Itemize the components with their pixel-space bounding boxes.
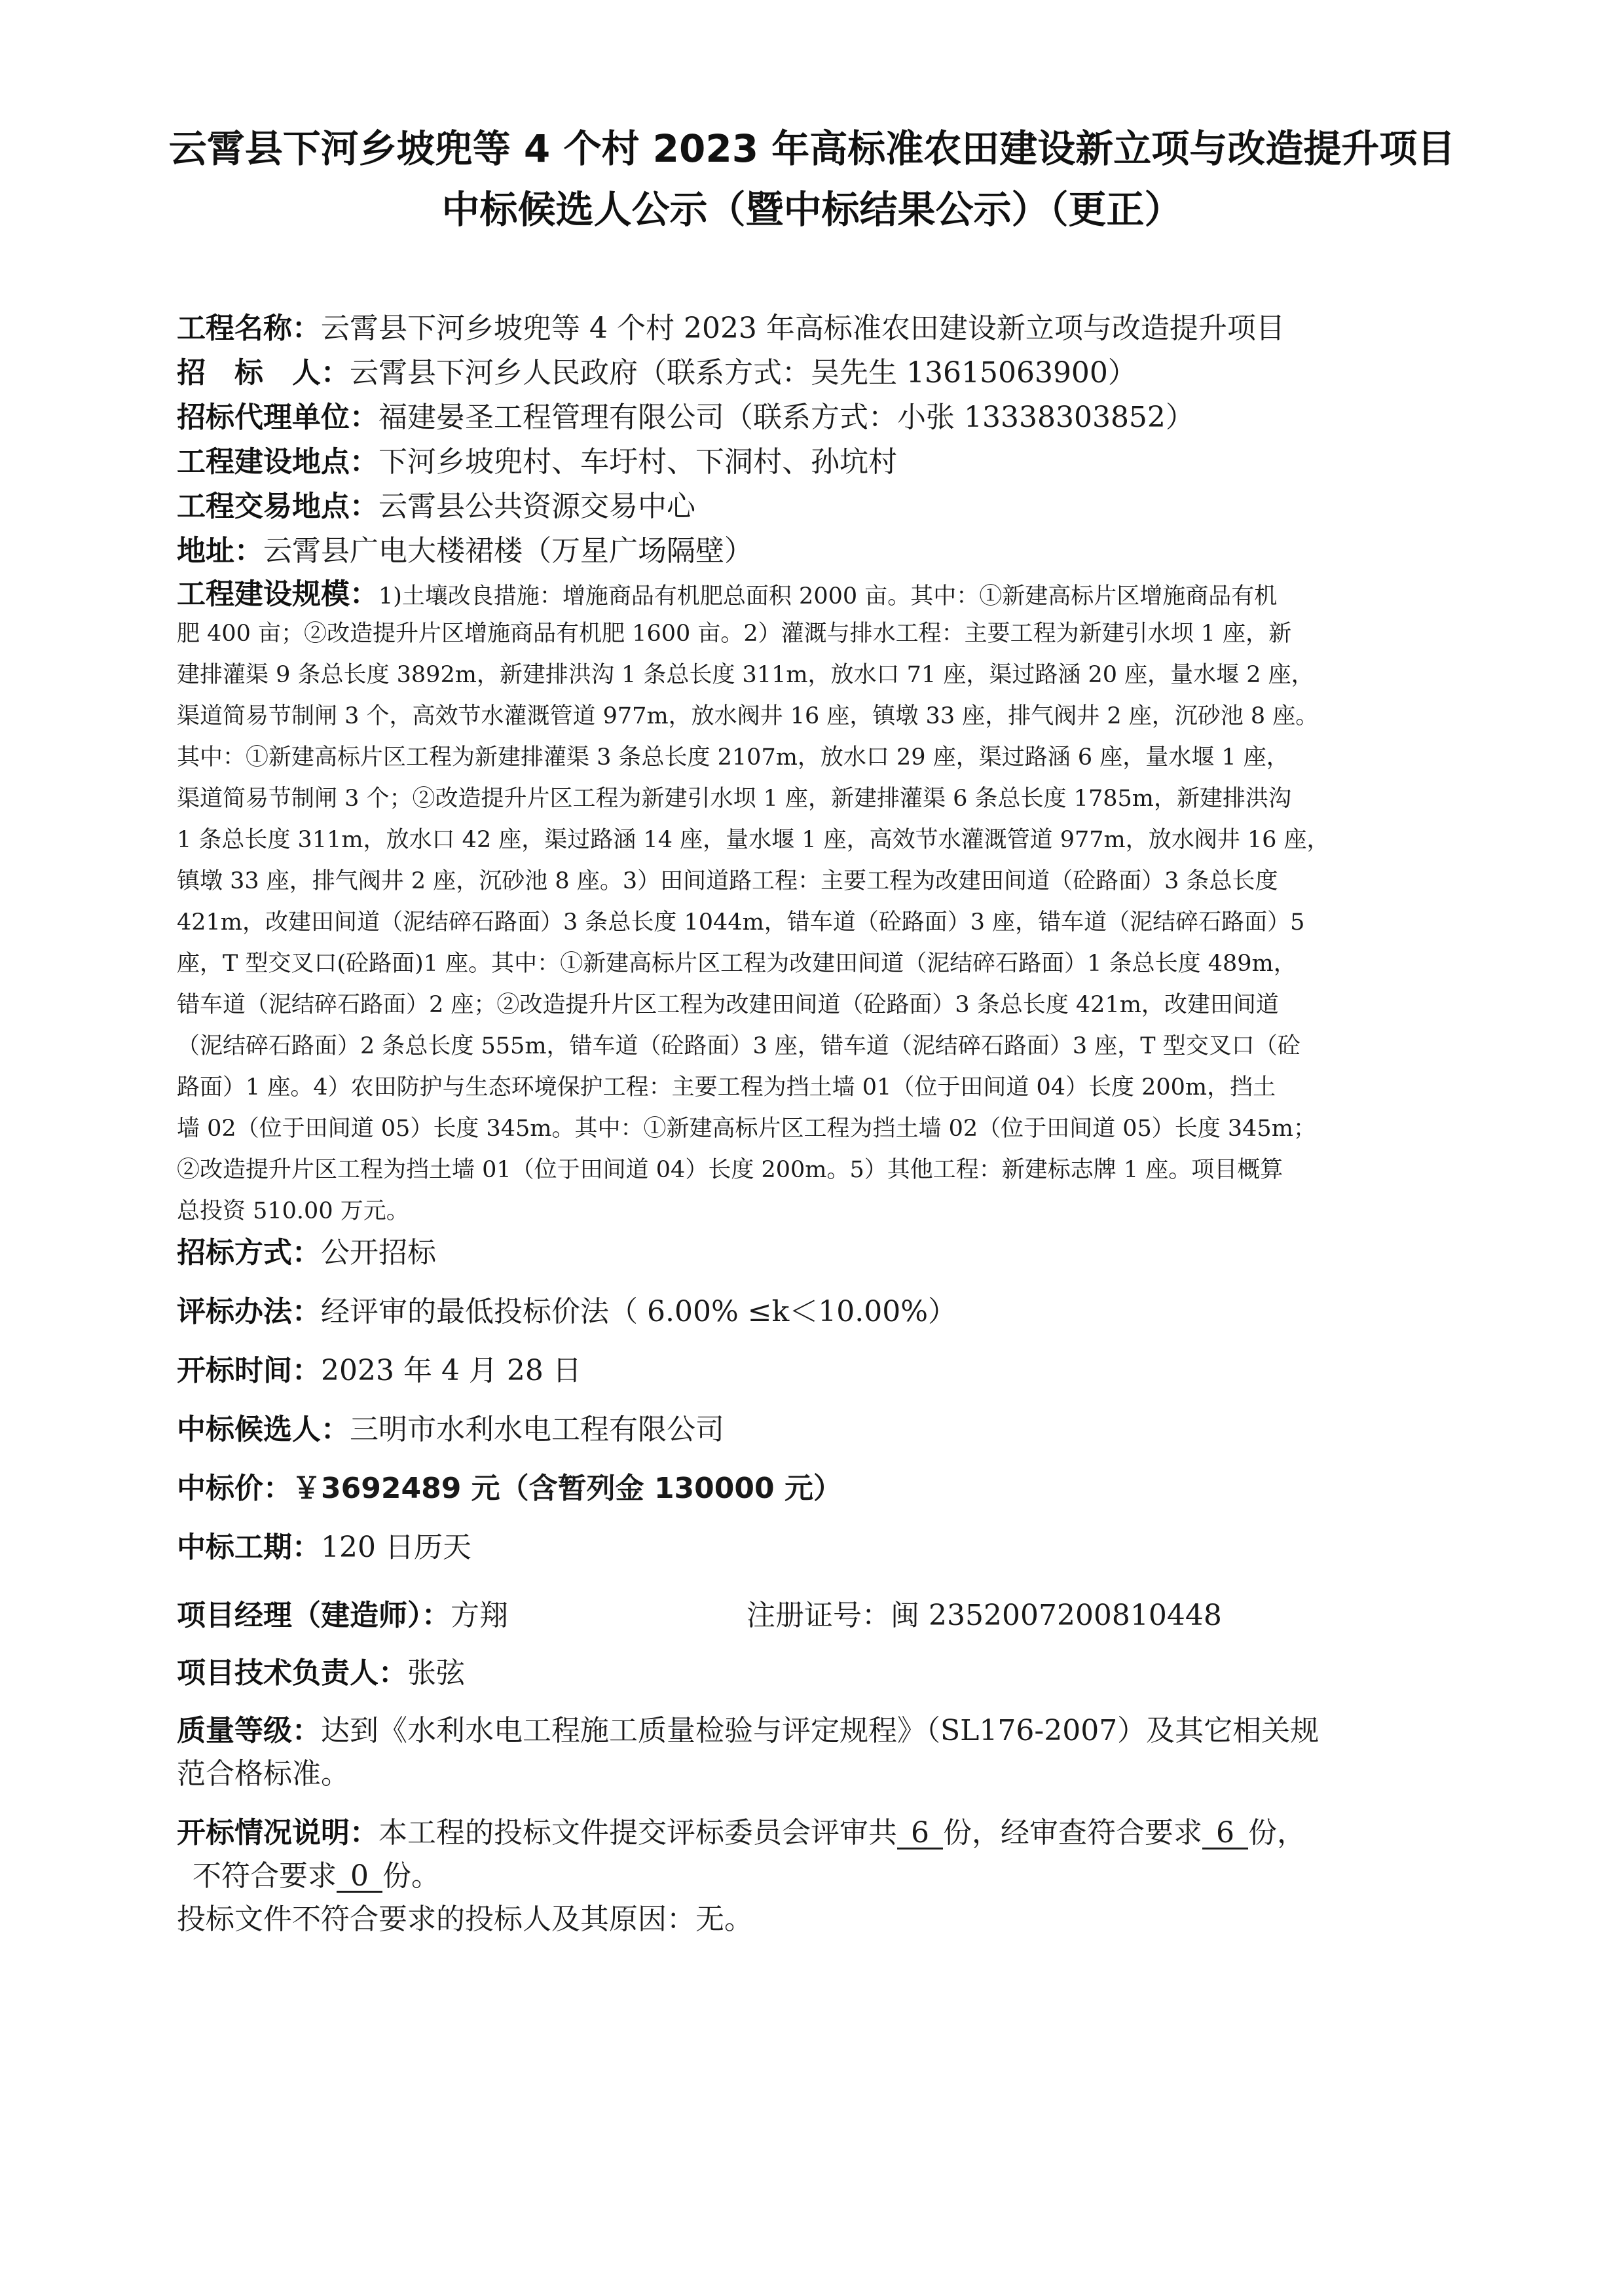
- field-value: 云霄县广电大楼裙楼（万星广场隔壁）: [263, 534, 753, 568]
- field-project-name: [177, 313, 1285, 344]
- field-address: [177, 536, 753, 567]
- field-tech-lead: [177, 1658, 465, 1689]
- field-site: [177, 446, 897, 478]
- field-value: 闽 235200720081044​8: [891, 1599, 1222, 1632]
- field-label: 中标价：: [177, 1472, 292, 1505]
- field-value: 120 日历天: [321, 1531, 471, 1564]
- field-value: 下河乡坡兜村、车圩村、下洞村、孙坑村: [378, 445, 897, 479]
- field-label: 开标时间：: [177, 1354, 321, 1387]
- field-trade-place: [177, 491, 695, 522]
- field-value: 三明市水利水电工程有限公司: [350, 1413, 724, 1446]
- field-value: 福建晏圣工程管理有限公司（联系方式：小张 13338303852）: [378, 401, 1194, 434]
- scale-line: 1 条总长度 311m，放水口 42 座，渠过路涵 14 座，量水堰 1 座，高效节水灌溉管道 977m，放水阀井 16 座，: [177, 827, 1330, 853]
- field-value: 达到《水利水电工程施工质量检验与评定规程》（SL176-2007）及其它相关规: [321, 1714, 1320, 1747]
- field-tender-method: [177, 1237, 436, 1269]
- field-agency: [177, 402, 1194, 433]
- noncompliant-count: 0: [337, 1862, 382, 1893]
- field-label: 工程交易地点：: [177, 490, 378, 523]
- field-label: 招标方式：: [177, 1236, 321, 1269]
- field-value: 云霄县下河乡坡兜等 4 个村 2023 年高标准农田建设新立项与改造提升项目: [321, 312, 1285, 345]
- compliant-count: 6: [1202, 1819, 1248, 1850]
- field-value: 经评审的最低投标价法（ 6.00% ≤k＜10.00%）: [321, 1295, 957, 1328]
- field-label: 地址：: [177, 534, 263, 568]
- field-label: 招 标 人：: [177, 356, 350, 390]
- field-registration: [747, 1600, 1222, 1631]
- field-rejected: 投标文件不符合要求的投标人及其原因：无。: [177, 1903, 753, 1936]
- scale-line: 错车道（泥结碎石路面）2 座；②改造提升片区工程为改建田间道（砼路面）3 条总长度 421m，改建田间道: [177, 992, 1279, 1018]
- opening-notes-text: 份，经审查符合要求: [943, 1816, 1202, 1850]
- scale-line: 镇墩 33 座，排气阀井 2 座，沉砂池 8 座。3）田间道路工程：主要工程为改建田间道（砼路面）3 条总长度: [177, 868, 1278, 894]
- document-title-line2: 中标候选人公示（暨中标结果公示）（更正）: [441, 187, 1183, 232]
- field-label: 项目经理（建造师）：: [177, 1599, 451, 1632]
- field-value: 2023 年 4 月 28 日: [321, 1354, 581, 1387]
- scale-line: 肥 400 亩；②改造提升片区增施商品有机肥 1600 亩。2）灌溉与排水工程：主要工程为新建引水坝 1 座，新: [177, 621, 1292, 647]
- document-title-line1: 云霄县下河乡坡兜等 4 个村 2023 年高标准农田建设新立项与改造提升项目: [168, 126, 1456, 171]
- opening-notes-text: 份，: [1248, 1816, 1306, 1850]
- field-label: 中标工期：: [177, 1531, 321, 1564]
- field-price: [177, 1473, 842, 1504]
- field-value: ￥3692489 元（含暂列金 130000 元）: [292, 1472, 842, 1505]
- field-value: 张弦: [407, 1656, 465, 1690]
- field-label: 中标候选人：: [177, 1413, 350, 1446]
- field-open-time: [177, 1355, 581, 1387]
- field-manager: [177, 1600, 508, 1631]
- field-quality-line2: 范合格标准。: [177, 1757, 350, 1791]
- field-label: 注册证号：: [747, 1599, 891, 1632]
- field-candidate: [177, 1414, 724, 1446]
- field-opening-notes-line2: [193, 1861, 440, 1893]
- field-label: 评标办法：: [177, 1295, 321, 1328]
- field-quality: [177, 1715, 1319, 1747]
- scale-line: 渠道简易节制闸 3 个，高效节水灌溉管道 977m，放水阀井 16 座，镇墩 33 座，排气阀井 2 座，沉砂池 8 座。: [177, 703, 1319, 729]
- scale-line: 421m，改建田间道（泥结碎石路面）3 条总长度 1044m，错车道（砼路面）3 座，错车道（泥结碎石路面）5: [177, 909, 1305, 936]
- scale-line: 渠道简易节制闸 3 个；②改造提升片区工程为新建引水坝 1 座，新建排灌渠 6 条总长度 1785m，新建排洪沟: [177, 786, 1291, 812]
- field-eval-method: [177, 1296, 957, 1328]
- field-label: 开标情况说明：: [177, 1816, 378, 1850]
- scale-line: 总投资 510.00 万元。: [177, 1198, 409, 1224]
- field-label: 工程名称：: [177, 312, 321, 345]
- scale-line: 墙 02（位于田间道 05）长度 345m。其中：①新建高标片区工程为挡土墙 02（位于田间道 05）长度 345m；: [177, 1116, 1316, 1142]
- scale-line: 其中：①新建高标片区工程为新建排灌渠 3 条总长度 2107m，放水口 29 座，渠过路涵 6 座，量水堰 1 座，: [177, 744, 1289, 771]
- field-tenderer: [177, 357, 1137, 389]
- field-label: 工程建设地点：: [177, 445, 378, 479]
- scale-text: 1)土壤改良措施：增施商品有机肥总面积 2000 亩。其中：①新建高标片区增施商品有机: [378, 583, 1278, 610]
- field-value: 云霄县公共资源交易中心: [378, 490, 695, 523]
- field-period: [177, 1532, 471, 1563]
- field-label: 工程建设规模：: [177, 577, 378, 611]
- field-value: 云霄县下河乡人民政府（联系方式：吴先生 13615063900）: [350, 356, 1137, 390]
- scale-line: 建排灌渠 9 条总长度 3892m，新建排洪沟 1 条总长度 311m，放水口 71 座，渠过路涵 20 座，量水堰 2 座，: [177, 662, 1314, 688]
- submitted-count: 6: [897, 1819, 943, 1850]
- field-value: 方翔: [451, 1599, 508, 1632]
- field-label: 项目技术负责人：: [177, 1656, 407, 1690]
- scale-line: [177, 577, 1278, 611]
- field-label: 质量等级：: [177, 1714, 321, 1747]
- field-value: 公开招标: [321, 1236, 436, 1269]
- scale-line: 路面）1 座。4）农田防护与生态环境保护工程：主要工程为挡土墙 01（位于田间道 04）长度 200m，挡土: [177, 1074, 1276, 1101]
- opening-notes-text: 不符合要求: [193, 1859, 337, 1893]
- opening-notes-text: 份。: [382, 1859, 440, 1893]
- scale-line: （泥结碎石路面）2 条总长度 555m，错车道（砼路面）3 座，错车道（泥结碎石路面）3 座，T 型交叉口（砼: [177, 1033, 1301, 1059]
- scale-line: 座，T 型交叉口(砼路面)1 座。其中：①新建高标片区工程为改建田间道（泥结碎石路面）1 条总长度 489m，: [177, 951, 1297, 977]
- field-label: 招标代理单位：: [177, 401, 378, 434]
- scale-line: ②改造提升片区工程为挡土墙 01（位于田间道 04）长度 200m。5）其他工程：新建标志牌 1 座。项目概算: [177, 1157, 1283, 1183]
- field-opening-notes: [177, 1817, 1306, 1850]
- opening-notes-text: 本工程的投标文件提交评标委员会评审共: [378, 1816, 897, 1850]
